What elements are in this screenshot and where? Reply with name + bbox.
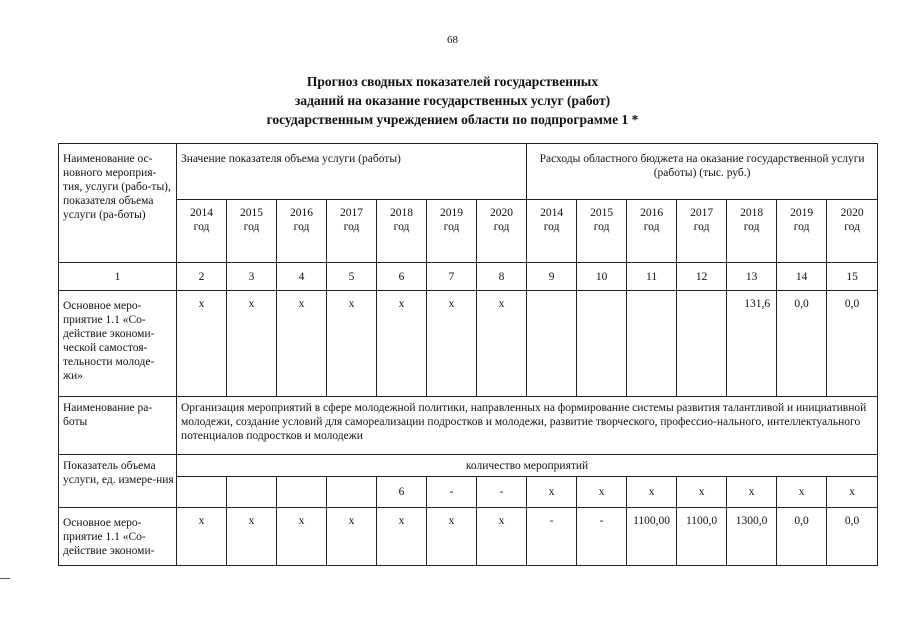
table-cell: x xyxy=(177,508,227,566)
year-cell: 2020 год xyxy=(827,200,878,263)
year-cell: 2015 год xyxy=(577,200,627,263)
year-cell: 2017 год xyxy=(327,200,377,263)
document-title xyxy=(0,72,905,129)
table-cell xyxy=(627,291,677,397)
table-cell: x xyxy=(477,291,527,397)
column-number: 2 xyxy=(177,263,227,291)
table-cell xyxy=(277,477,327,508)
table-cell: x xyxy=(727,477,777,508)
table-cell: 1100,00 xyxy=(627,508,677,566)
table-cell: x xyxy=(327,508,377,566)
row-name: Основное меро-приятие 1.1 «Со-действие экономи- xyxy=(59,508,177,566)
table-cell: x xyxy=(277,291,327,397)
header-years-row xyxy=(59,200,878,263)
table-row xyxy=(59,477,878,508)
table-cell: x xyxy=(227,508,277,566)
table-cell: 0,0 xyxy=(777,291,827,397)
column-number: 7 xyxy=(427,263,477,291)
table-cell: x xyxy=(677,477,727,508)
table-cell xyxy=(177,477,227,508)
year-cell: 2014 год xyxy=(177,200,227,263)
table-cell xyxy=(677,291,727,397)
table-cell: 0,0 xyxy=(777,508,827,566)
left-header-cell: Наименование ос-новного мероприя-тия, услуги (рабо-ты), показателя объема услуги (ра-боты) xyxy=(59,144,177,263)
table-cell: x xyxy=(627,477,677,508)
volume-group-header: Значение показателя объема услуги (работы) xyxy=(177,144,527,200)
year-cell: 2017 год xyxy=(677,200,727,263)
table-cell: x xyxy=(227,291,277,397)
header-group-row xyxy=(59,144,878,200)
title-line-2: заданий на оказание государственных услуг (работ) xyxy=(294,93,611,108)
table-cell: - xyxy=(477,477,527,508)
column-number: 8 xyxy=(477,263,527,291)
title-line-3: государственным учреждением области по подпрограмме 1 * xyxy=(266,112,639,127)
column-number: 13 xyxy=(727,263,777,291)
table-cell: 1100,0 xyxy=(677,508,727,566)
table-cell: 0,0 xyxy=(827,291,878,397)
title-line-1: Прогноз сводных показателей государственных xyxy=(306,74,599,89)
table-cell: - xyxy=(427,477,477,508)
column-number: 11 xyxy=(627,263,677,291)
year-cell: 2015 год xyxy=(227,200,277,263)
year-cell: 2016 год xyxy=(627,200,677,263)
table-cell xyxy=(327,477,377,508)
table-cell: - xyxy=(527,508,577,566)
year-cell: 2019 год xyxy=(777,200,827,263)
table-row xyxy=(59,455,878,477)
unit-title: количество мероприятий xyxy=(177,455,878,477)
table-cell: x xyxy=(177,291,227,397)
forecast-table xyxy=(58,143,878,566)
column-number: 12 xyxy=(677,263,727,291)
year-cell: 2020 год xyxy=(477,200,527,263)
work-description: Организация мероприятий в сфере молодежной политики, направленных на формирование системы развития талантливой и инициативной молодежи, создание условий для самореализации подростков и молодежи, развитие творческого, профессио-нального, интеллектуального потенциалов подростков и молодежи xyxy=(177,397,878,455)
column-number: 3 xyxy=(227,263,277,291)
table-cell: 0,0 xyxy=(827,508,878,566)
year-cell: 2014 год xyxy=(527,200,577,263)
column-number: 9 xyxy=(527,263,577,291)
table-cell: x xyxy=(327,291,377,397)
year-cell: 2018 год xyxy=(377,200,427,263)
column-number: 10 xyxy=(577,263,627,291)
table-cell: x xyxy=(777,477,827,508)
year-cell: 2018 год xyxy=(727,200,777,263)
table-cell: x xyxy=(277,508,327,566)
page-number: 68 xyxy=(447,34,458,46)
table-cell: 1300,0 xyxy=(727,508,777,566)
table-cell: x xyxy=(827,477,878,508)
margin-mark xyxy=(0,578,10,579)
row-name: Показатель объема услуги, ед. измере-ния xyxy=(59,455,177,508)
table-cell xyxy=(227,477,277,508)
column-number-row xyxy=(59,263,878,291)
column-number: 1 xyxy=(59,263,177,291)
table-cell: 6 xyxy=(377,477,427,508)
year-cell: 2019 год xyxy=(427,200,477,263)
table-cell: - xyxy=(577,508,627,566)
column-number: 6 xyxy=(377,263,427,291)
table-cell: x xyxy=(527,477,577,508)
table-cell: x xyxy=(427,291,477,397)
table-cell: x xyxy=(377,291,427,397)
column-number: 15 xyxy=(827,263,878,291)
table-cell xyxy=(577,291,627,397)
table-cell xyxy=(527,291,577,397)
year-cell: 2016 год xyxy=(277,200,327,263)
table-cell: 131,6 xyxy=(727,291,777,397)
table-cell: x xyxy=(577,477,627,508)
table-row xyxy=(59,508,878,566)
table-cell: x xyxy=(477,508,527,566)
table-cell: x xyxy=(427,508,477,566)
column-number: 14 xyxy=(777,263,827,291)
column-number: 5 xyxy=(327,263,377,291)
table-cell: x xyxy=(377,508,427,566)
table-row xyxy=(59,291,878,397)
row-name: Основное меро-приятие 1.1 «Со-действие экономи-ческой самостоя-тельности молоде-жи» xyxy=(59,291,177,397)
row-name: Наименование ра-боты xyxy=(59,397,177,455)
expense-group-header: Расходы областного бюджета на оказание государственной услуги (работы) (тыс. руб.) xyxy=(527,144,878,200)
column-number: 4 xyxy=(277,263,327,291)
table-row xyxy=(59,397,878,455)
